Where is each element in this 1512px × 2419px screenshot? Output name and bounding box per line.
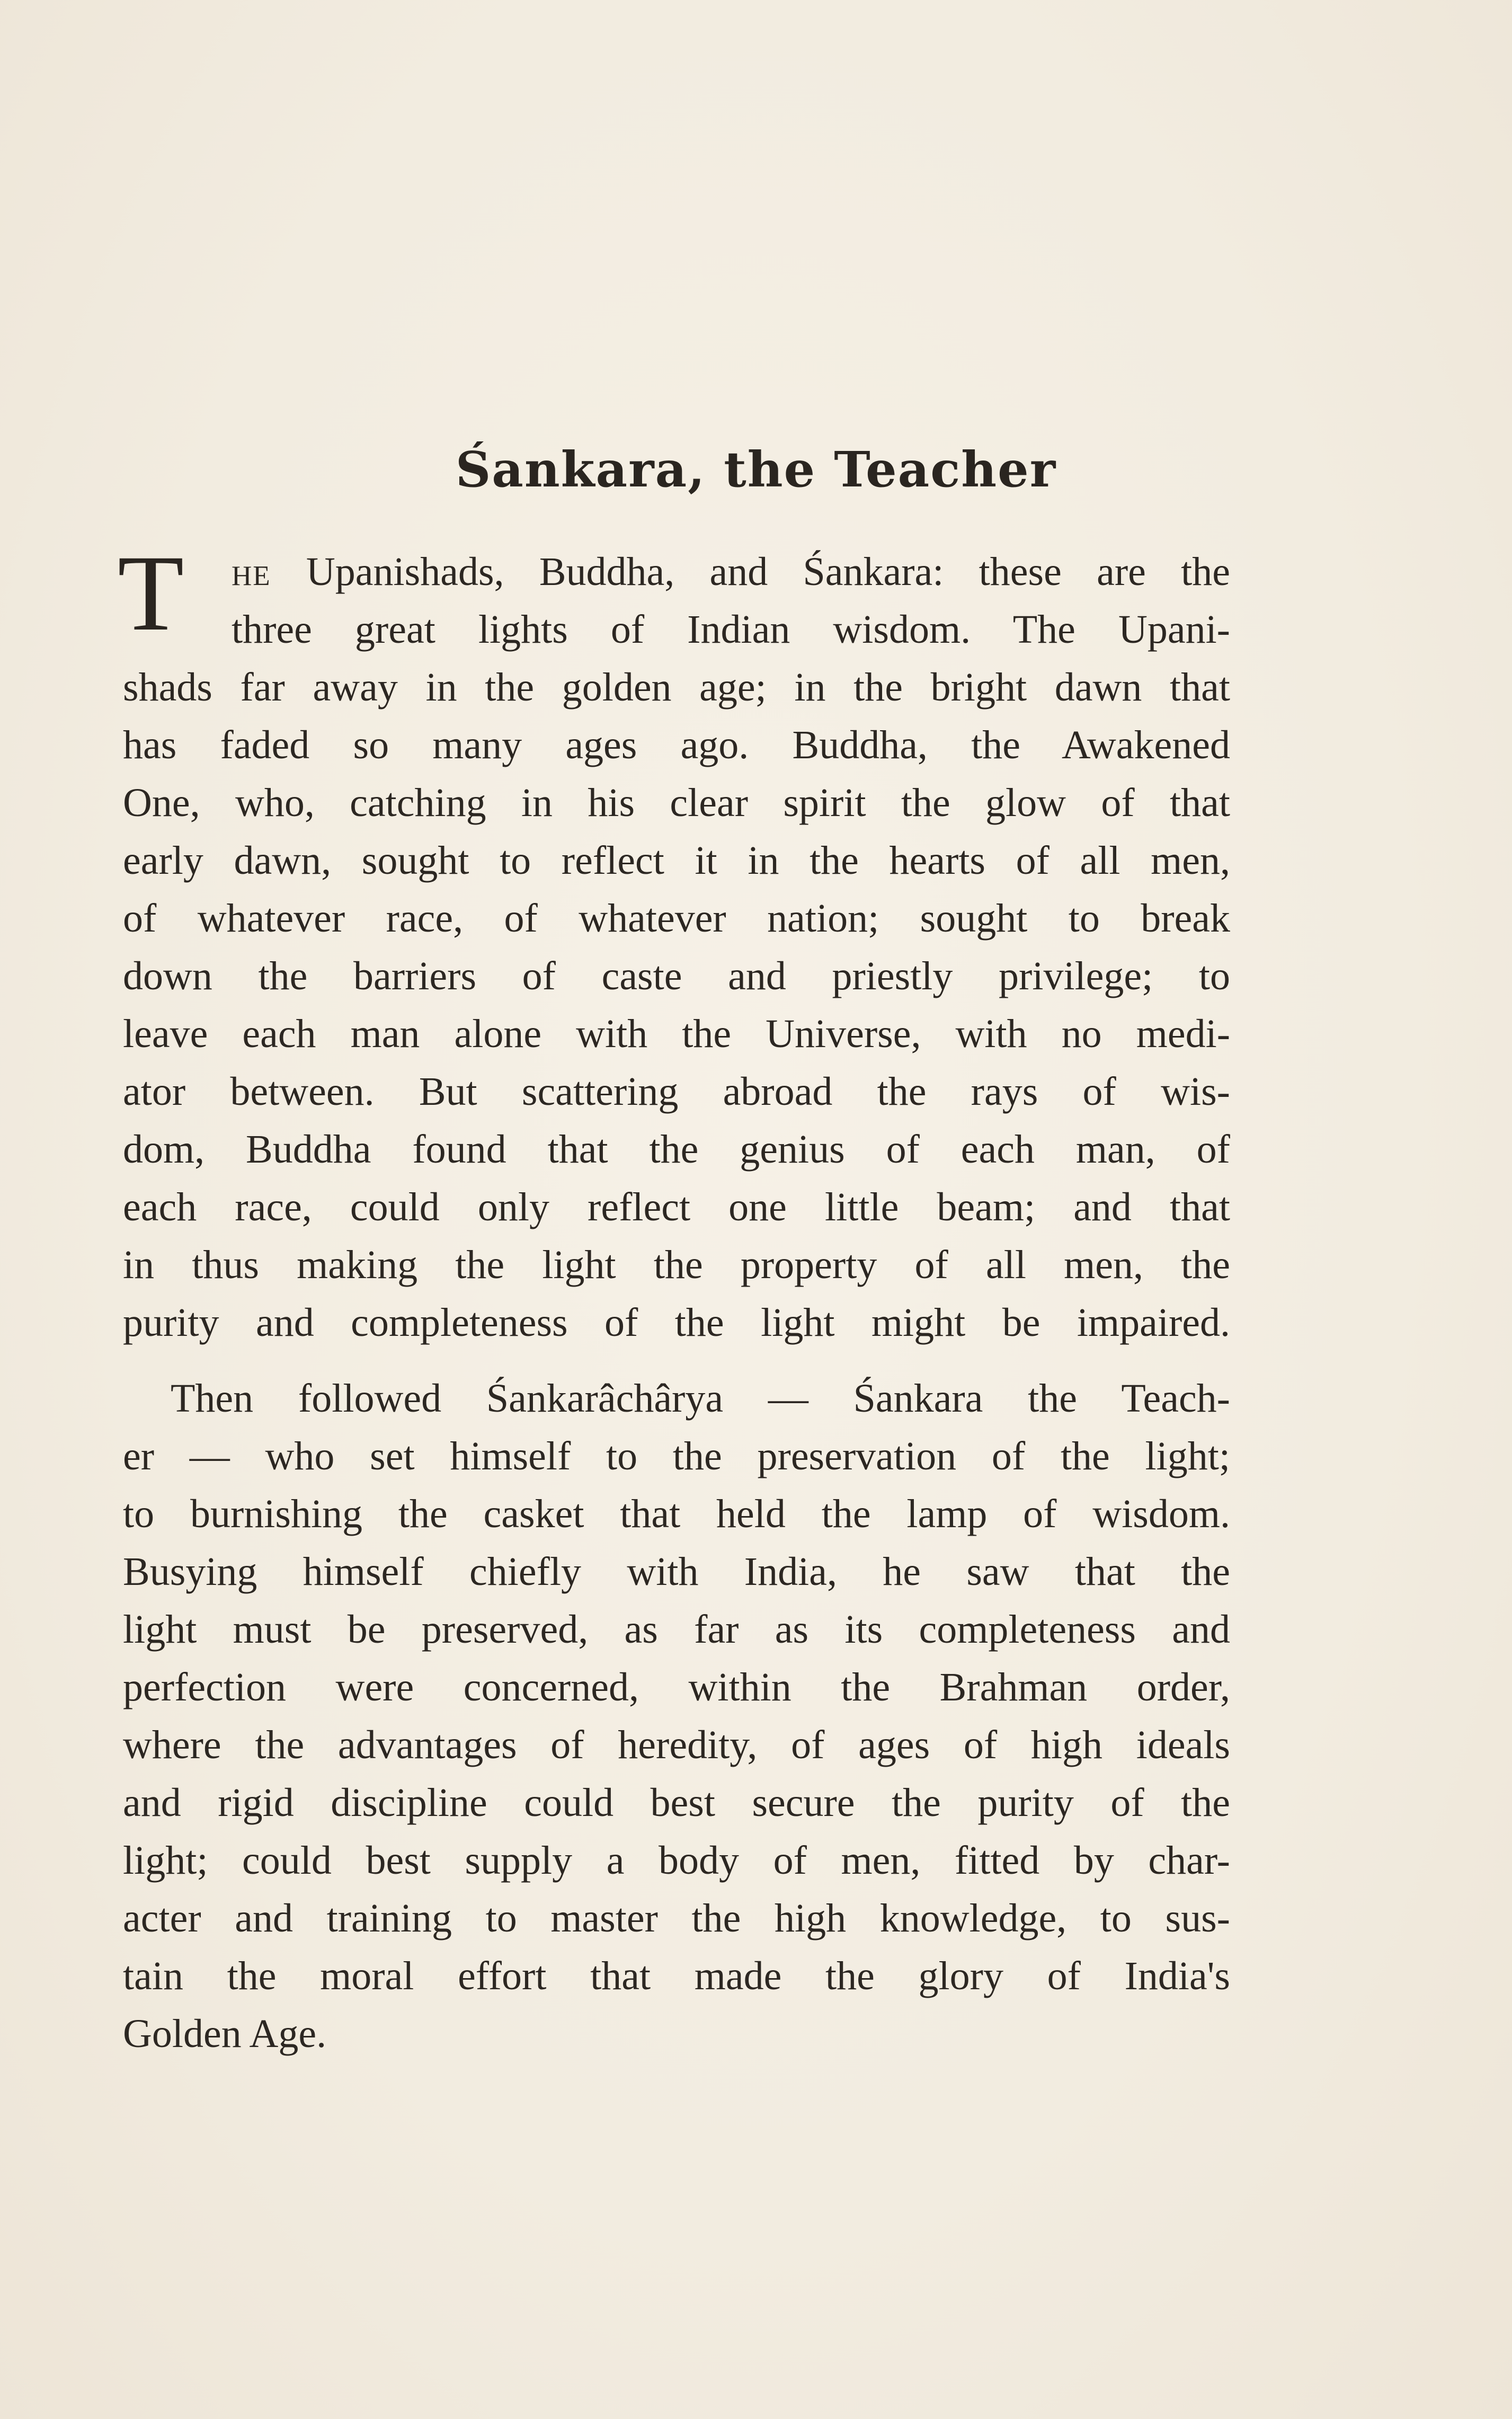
text-line: has faded so many ages ago. Buddha, the Awakened — [123, 723, 1230, 767]
text-line: shads far away in the golden age; in the bright dawn that — [123, 665, 1230, 710]
text-line: of whatever race, of whatever nation; sought to break — [123, 896, 1230, 941]
paragraph-2 — [123, 1370, 1230, 2063]
chapter-title: Śankara, the Teacher — [455, 440, 1057, 498]
text-line: Busying himself chiefly with India, he saw that the — [123, 1549, 1230, 1594]
lead-in-small-caps: he — [232, 550, 271, 594]
text-line: where the advantages of heredity, of ages of high ideals — [123, 1723, 1230, 1767]
text-line: and rigid discipline could best secure the purity of the — [123, 1780, 1230, 1825]
text-line: dom, Buddha found that the genius of each man, of — [123, 1127, 1230, 1172]
text-line: light must be preserved, as far as its completeness and — [123, 1607, 1230, 1652]
text-line: early dawn, sought to reflect it in the hearts of all men, — [123, 838, 1230, 883]
drop-cap: T — [118, 533, 184, 653]
text-line: three great lights of Indian wisdom. The Upani- — [232, 607, 1230, 652]
text-line: Then followed Śankarâchârya — Śankara the Teach- — [171, 1376, 1230, 1421]
text-line: Golden Age. — [123, 2012, 327, 2056]
text-line: to burnishing the casket that held the lamp of wisdom. — [123, 1492, 1230, 1536]
text-line: acter and training to master the high knowledge, to sus- — [123, 1896, 1230, 1940]
text-line-content: Upanishads, Buddha, and Śankara: these are the — [271, 550, 1230, 594]
text-line: er — who set himself to the preservation of the light; — [123, 1434, 1230, 1478]
text-line: purity and completeness of the light might be impaired. — [123, 1300, 1230, 1345]
text-line: One, who, catching in his clear spirit the glow of that — [123, 781, 1230, 825]
text-line: tain the moral effort that made the glory of India's — [123, 1954, 1230, 1998]
text-line: light; could best supply a body of men, fitted by char- — [123, 1838, 1230, 1883]
text-line — [123, 543, 1230, 601]
paragraph-1 — [123, 543, 1230, 1352]
text-line: perfection were concerned, within the Brahman order, — [123, 1665, 1230, 1709]
text-line: in thus making the light the property of all men, the — [123, 1243, 1230, 1287]
text-line: down the barriers of caste and priestly privilege; to — [123, 954, 1230, 998]
text-line: each race, could only reflect one little beam; and that — [123, 1185, 1230, 1229]
text-line: ator between. But scattering abroad the rays of wis- — [123, 1069, 1230, 1114]
text-line: leave each man alone with the Universe, with no medi- — [123, 1012, 1230, 1056]
